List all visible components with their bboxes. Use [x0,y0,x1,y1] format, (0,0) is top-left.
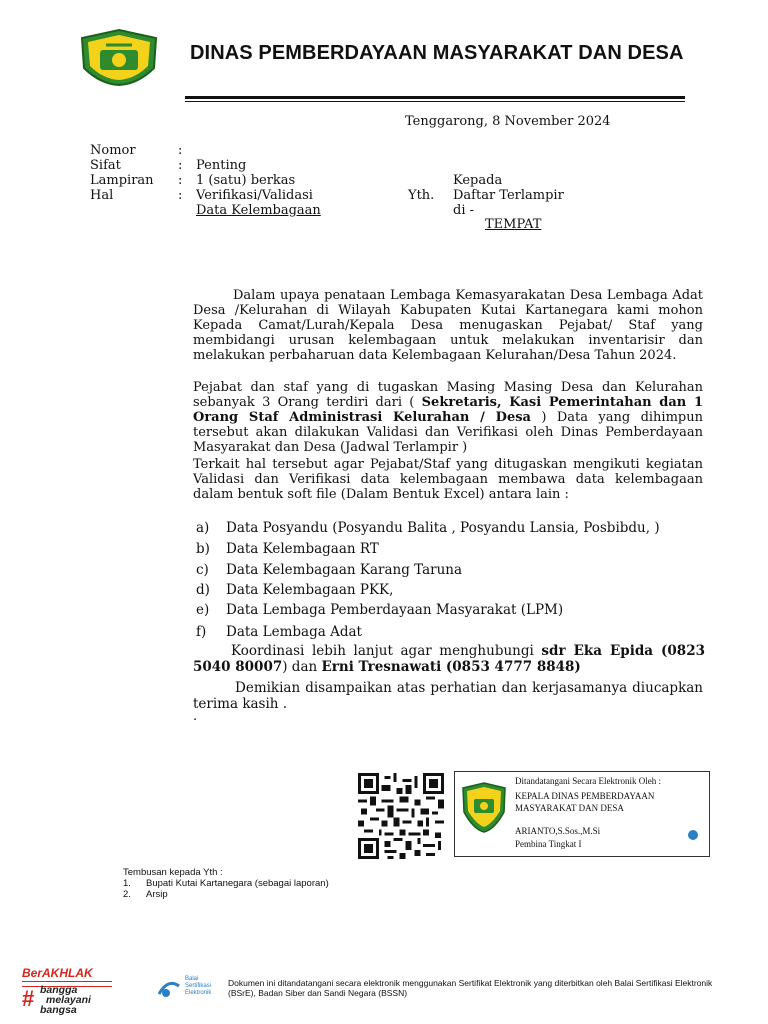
paragraph-2: Pejabat dan staf yang di tugaskan Masing Masing Desa dan Kelurahan sebanyak 3 Orang terdiri dari ( Sekretaris, Kasi Pemerintahan dan 1 Orang Staf Administrasi Kelurahan / Desa ) Data yang dihimpun tersebut akan dilakukan Validasi dan Verifikasi oleh Dinas Pemberdayaan Masyarakat dan Desa (Jadwal Terlampir ) [193,380,703,455]
cc-block [123,867,329,900]
meta-row-sifat: Sifat : Penting [90,158,247,173]
berakhlak-logo: BerAKHLAK # bangga melayani bangsa [22,966,142,1016]
contact-paragraph: Koordinasi lebih lanjut agar menghubungi sdr Eka Epida (0823 5040 80007) dan Erni Tresnawati (0853 4777 8848) [193,643,705,675]
list-item: e) Data Lembaga Pemberdayaan Masyarakat (LPM) [196,602,564,618]
e-sign-notice: Dokumen ini ditandatangani secara elektronik menggunakan Sertifikat Elektronik yang diterbitkan oleh Balai Sertifikasi Elektronik (BSrE), Badan Siber dan Sandi Negara (BSSN) [228,978,713,998]
closing-paragraph: Demikian disampaikan atas perhatian dan kerjasamanya diucapkan terima kasih . [193,680,703,712]
qr-code [358,773,444,859]
signer-name: ARIANTO,S.Sos.,M.Si [515,826,601,836]
agency-logo [78,28,160,86]
paragraph-1: Dalam upaya penataan Lembaga Kemasyarakatan Desa Lembaga Adat Desa /Kelurahan di Wilayah Kabupaten Kutai Kartanegara kami mohon Kepada Camat/Lurah/Kepala Desa menugaskan Pejabat/ Staf yang membidangi urusan kelembagaan untuk melakukan inventarisir dan melakukan perbaharuan data Kelembagaan Kelurahan/Desa Tahun 2024. [193,288,703,363]
bsre-logo: Balai Sertifikasi Elektronik [155,976,225,1002]
list-item: a) Data Posyandu (Posyandu Balita , Posyandu Lansia, Posbibdu, ) [196,520,660,536]
header-rule-thin [185,101,685,102]
cc-item: 1. Bupati Kutai Kartanegara (sebagai laporan) [123,878,329,889]
cc-heading: Tembusan kepada Yth : [123,867,223,878]
list-item: b) Data Kelembagaan RT [196,541,379,557]
meta-row-hal: Hal : Verifikasi/Validasi [90,188,313,203]
header-rule-thick [185,96,685,99]
trailing-dot: . [193,709,198,724]
signer-rank: Pembina Tingkat I [515,839,582,849]
list-item: d) Data Kelembagaan PKK, [196,582,394,598]
meta-row-hal-cont [90,203,321,218]
position-line1: KEPALA DINAS PEMBERDAYAAN [515,791,655,801]
meta-row-nomor: Nomor : [90,143,183,158]
agency-title: DINAS PEMBERDAYAAN MASYARAKAT DAN DESA [190,42,684,64]
verified-icon [688,830,698,840]
recipient-name: Daftar Terlampir [453,188,564,203]
paragraph-3: Terkait hal tersebut agar Pejabat/Staf yang ditugaskan mengikuti kegiatan Validasi dan Verifikasi data kelembagaan membawa data kelembagaan dalam bentuk soft file (Dalam Bentuk Excel) antara lain : [193,457,703,502]
recipient-kepada: Kepada [453,173,503,188]
list-item: f) Data Lembaga Adat [196,624,362,640]
meta-row-lampiran: Lampiran : 1 (satu) berkas [90,173,296,188]
recipient-place: TEMPAT [485,217,542,232]
list-item: c) Data Kelembagaan Karang Taruna [196,562,463,578]
position-line2: MASYARAKAT DAN DESA [515,803,624,813]
place-date: Tenggarong, 8 November 2024 [405,114,611,129]
signature-logo [461,782,507,834]
signed-label: Ditandatangani Secara Elektronik Oleh : [515,776,661,786]
subject-line2: Data Kelembagaan [196,203,321,218]
e-signature-box [454,771,710,857]
cc-item: 2. Arsip [123,889,168,900]
meta-block [90,143,321,218]
recipient-yth: Yth. [408,188,435,203]
recipient-di: di - [453,203,475,218]
